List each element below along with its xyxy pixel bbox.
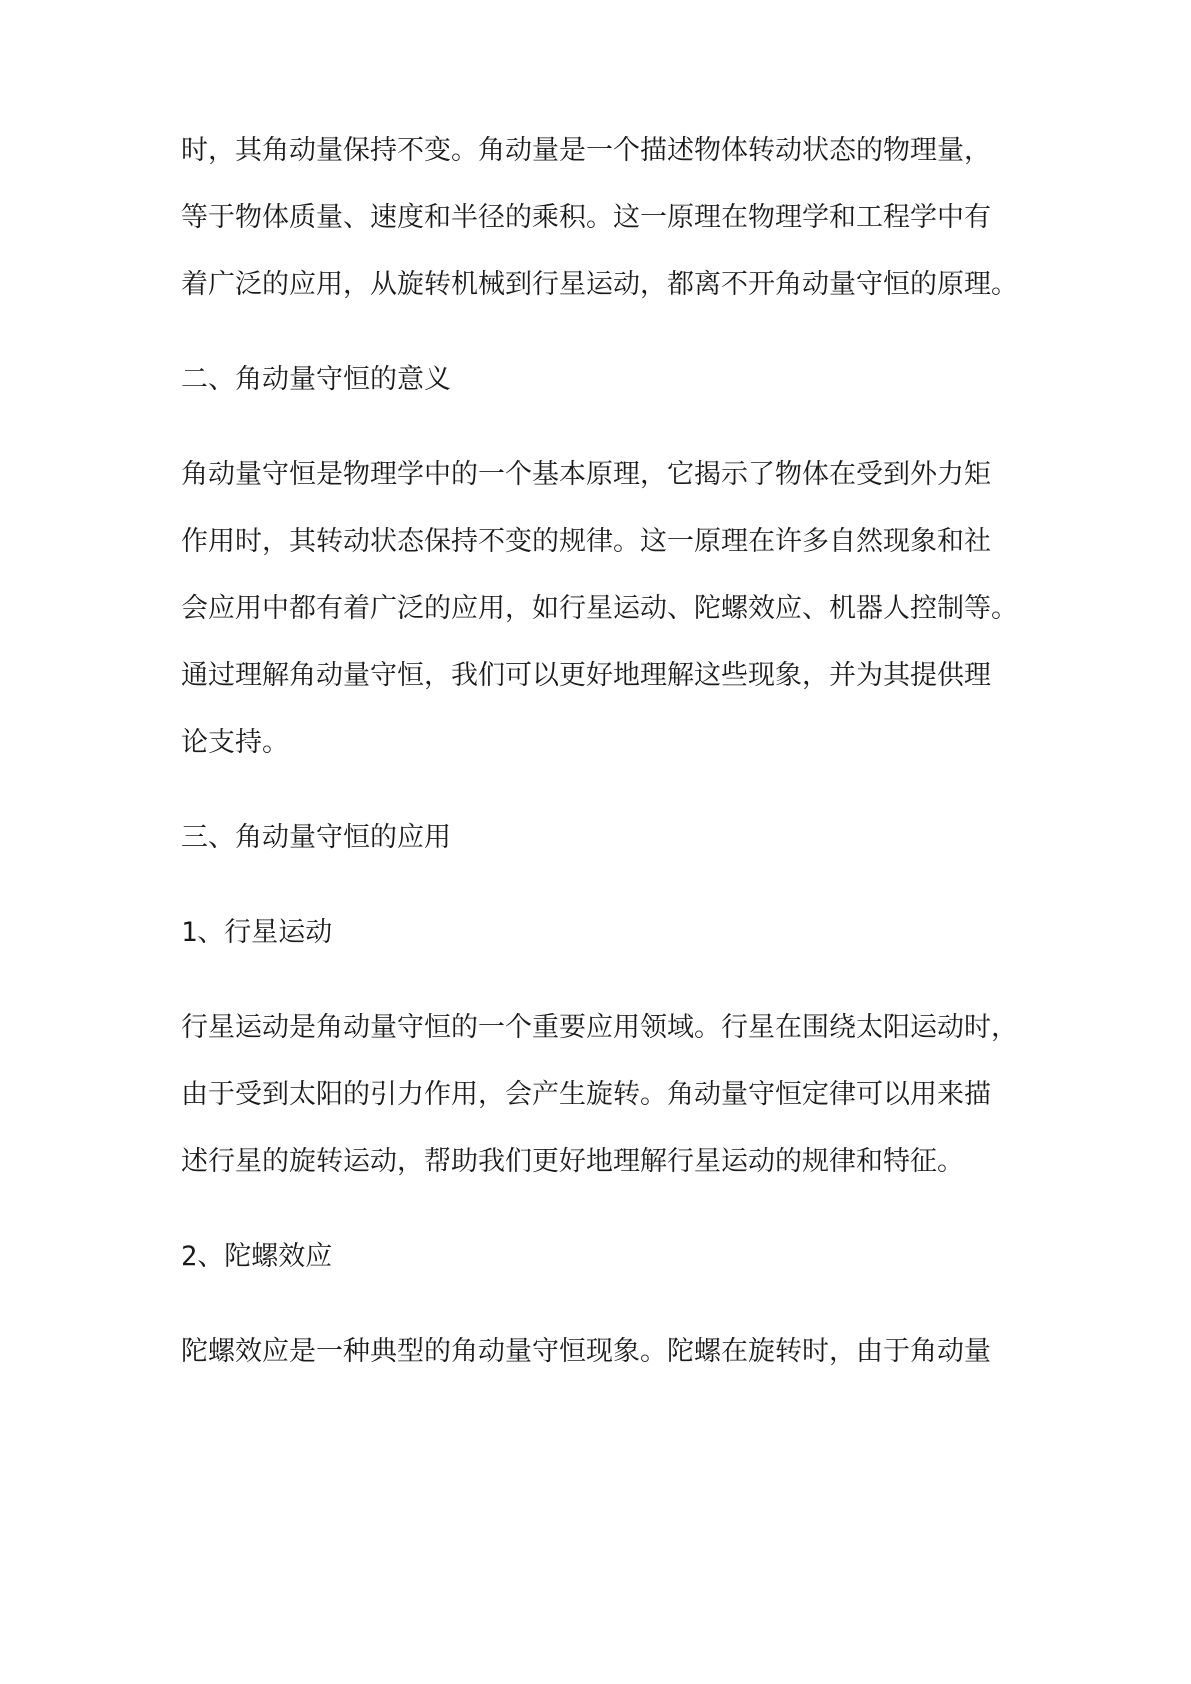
subsection-heading: 2、陀螺效应 [181, 1241, 333, 1272]
paragraph-line: 论支持。 [181, 727, 289, 758]
paragraph-line: 角动量守恒是物理学中的一个基本原理，它揭示了物体在受到外力矩 [181, 459, 991, 490]
paragraph-line: 陀螺效应是一种典型的角动量守恒现象。陀螺在旋转时，由于角动量 [181, 1336, 991, 1367]
paragraph-line: 着广泛的应用，从旋转机械到行星运动，都离不开角动量守恒的原理。 [181, 269, 1018, 300]
paragraph-line: 作用时，其转动状态保持不变的规律。这一原理在许多自然现象和社 [181, 526, 991, 557]
paragraph-line: 述行星的旋转运动，帮助我们更好地理解行星运动的规律和特征。 [181, 1146, 964, 1177]
section-heading: 二、角动量守恒的意义 [181, 364, 451, 395]
paragraph-line: 通过理解角动量守恒，我们可以更好地理解这些现象，并为其提供理 [181, 660, 991, 691]
subsection-heading: 1、行星运动 [181, 917, 333, 948]
paragraph-line: 由于受到太阳的引力作用，会产生旋转。角动量守恒定律可以用来描 [181, 1079, 991, 1110]
section-heading: 三、角动量守恒的应用 [181, 822, 451, 853]
paragraph-line: 等于物体质量、速度和半径的乘积。这一原理在物理学和工程学中有 [181, 202, 991, 233]
paragraph-line: 时，其角动量保持不变。角动量是一个描述物体转动状态的物理量， [181, 135, 991, 166]
paragraph-line: 行星运动是角动量守恒的一个重要应用领域。行星在围绕太阳运动时， [181, 1012, 1018, 1043]
paragraph-line: 会应用中都有着广泛的应用，如行星运动、陀螺效应、机器人控制等。 [181, 593, 1018, 624]
